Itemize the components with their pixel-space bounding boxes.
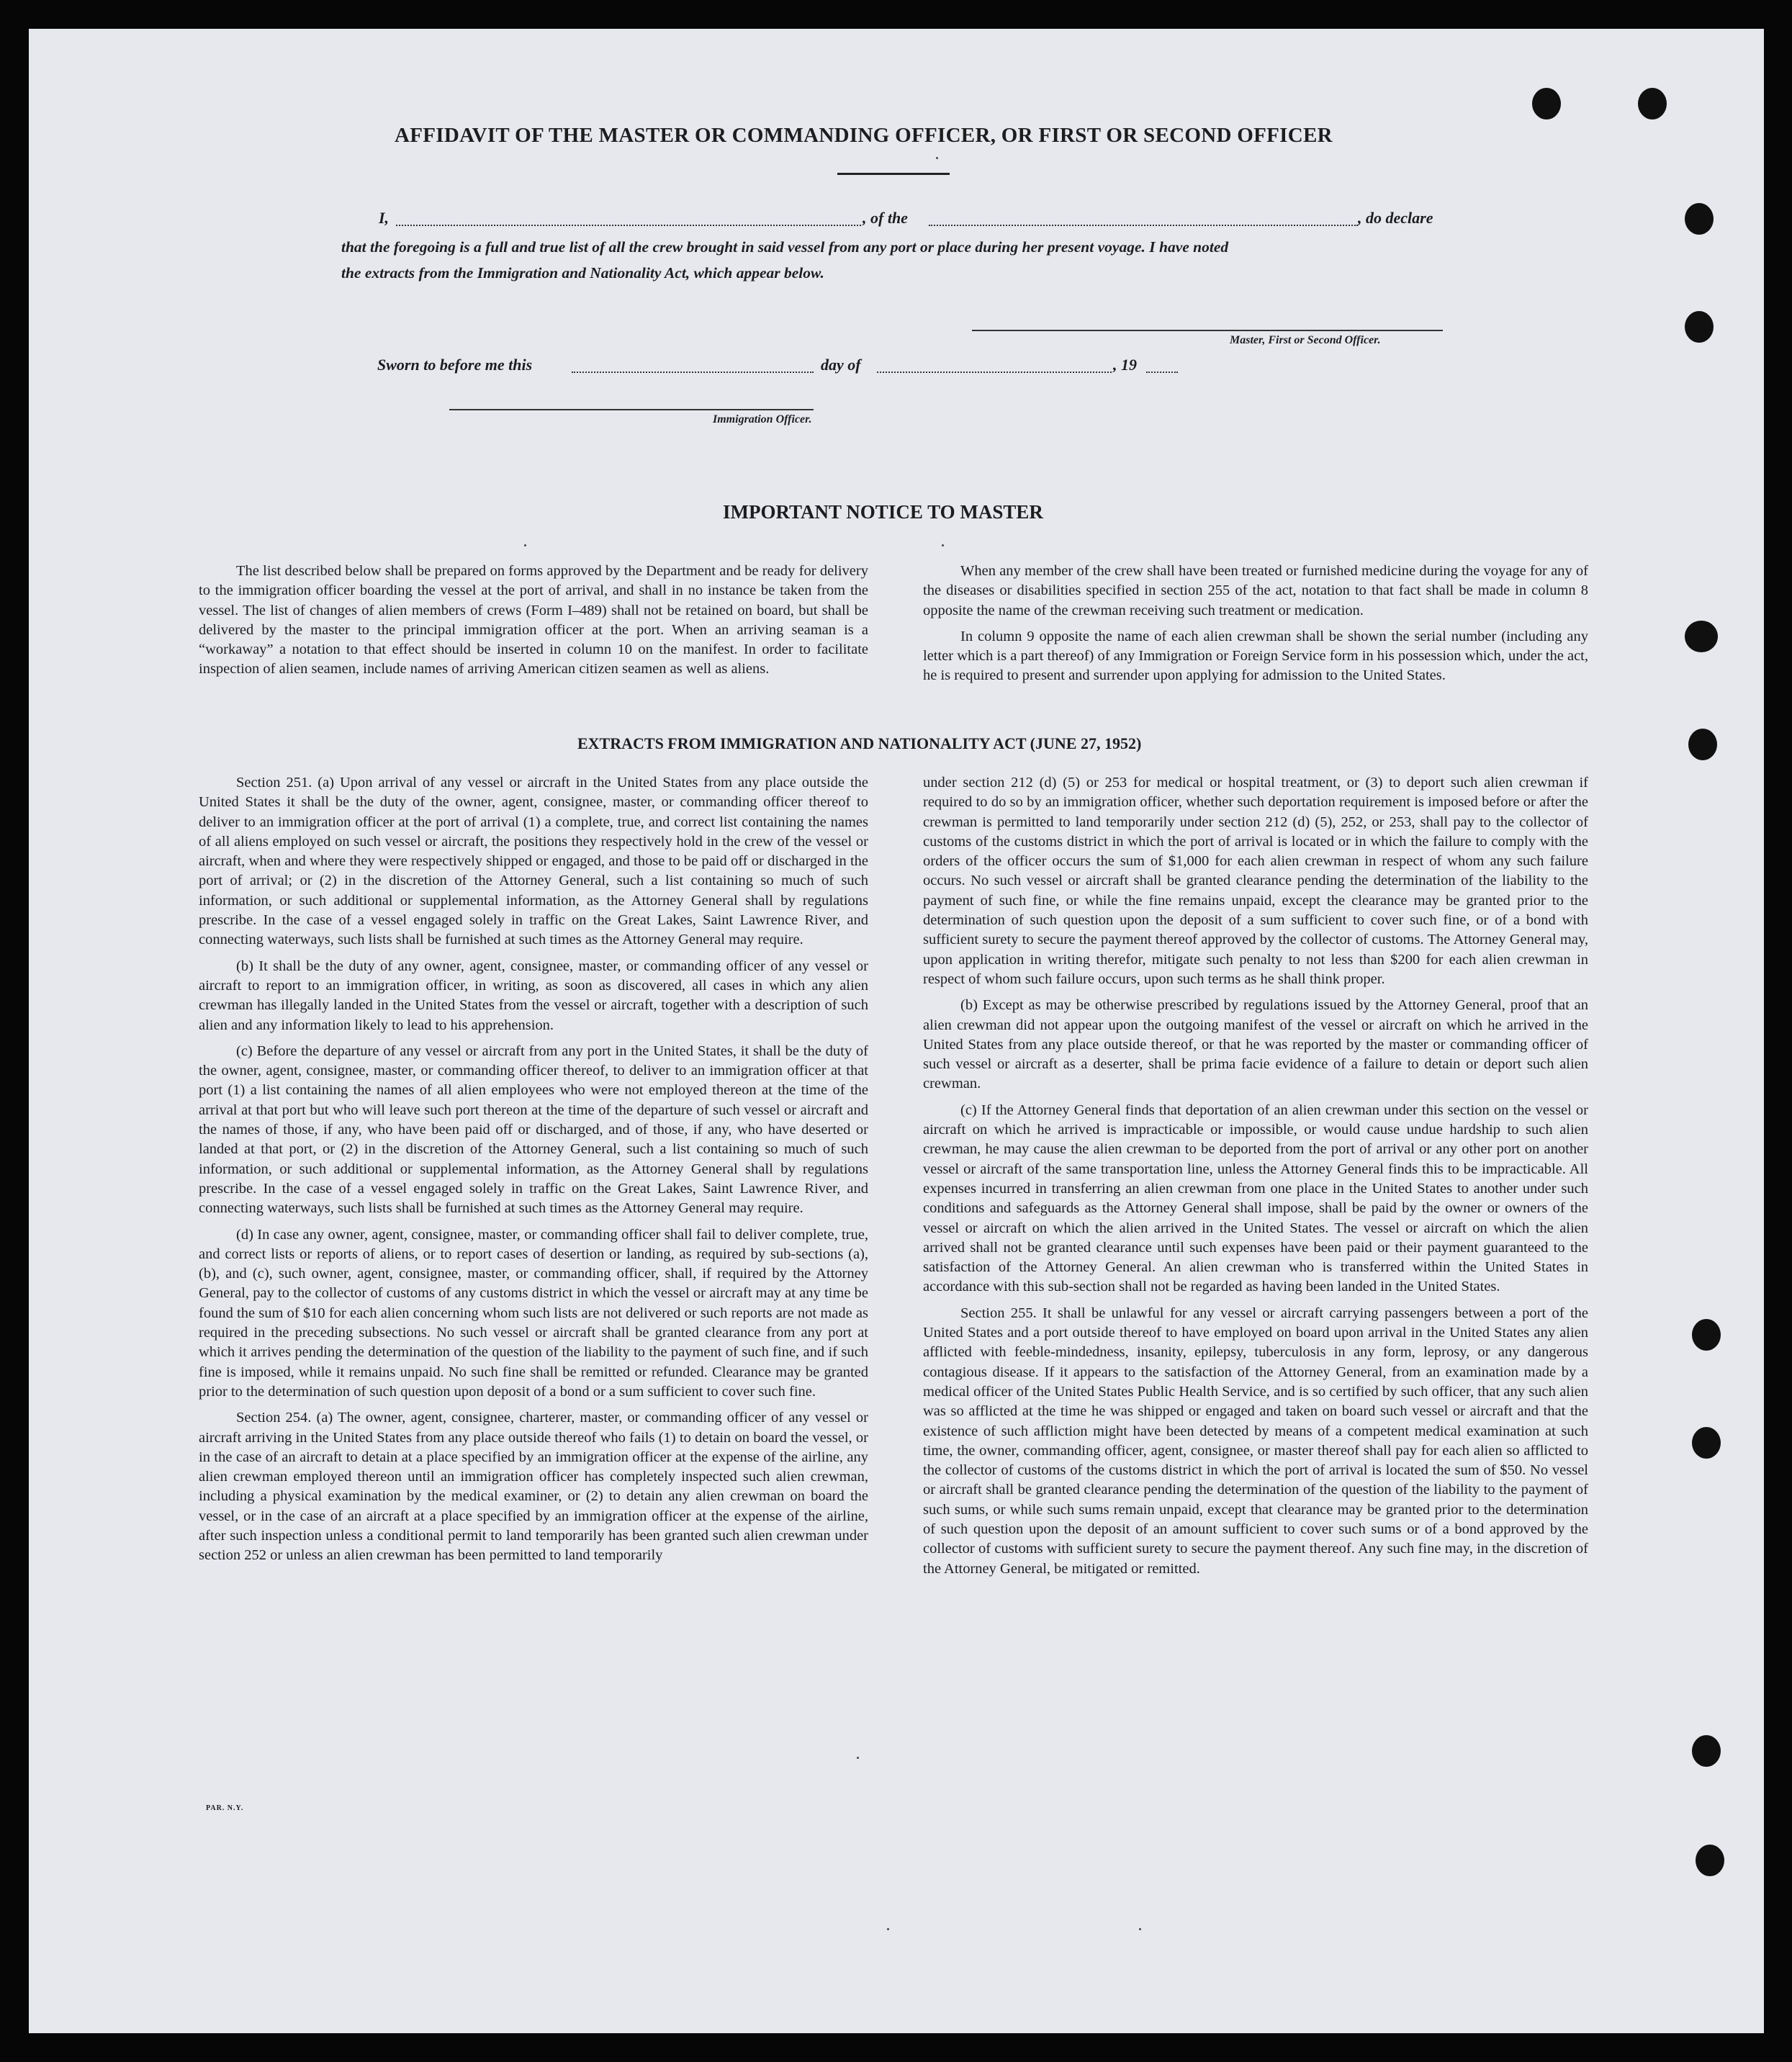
officer-signature-label: Immigration Officer.	[713, 413, 812, 426]
notice-right-column	[923, 562, 1588, 693]
master-signature-line[interactable]	[972, 330, 1443, 331]
affidavit-line-2: that the foregoing is a full and true list of all the crew brought in said vessel from any port or place during her present voyage. I have noted	[341, 238, 1229, 256]
notice-right-paragraph-2: In column 9 opposite the name of each alien crewman shall be shown the serial number (including any letter which is a part thereof) of any Immigration or Foreign Service form in his possession which, under the act, he is required to present and surrender upon applying for admission to the United States.	[923, 628, 1588, 684]
section-254-c: (c) If the Attorney General finds that deportation of an alien crewman under this section on the vessel or aircraft on which he arrived is impracticable or impossible, or would cause undue hardship to such alien crewman, he may cause the alien crewman to be deported from the port of arrival or any other port on another vessel or aircraft of the same transportation line, unless the Attorney General finds this to be impracticable. All expenses incurred in transferring an alien crewman from one place in the United States to another under such conditions and safeguards as the Attorney General shall impose, shall be paid by the owner or owners of the vessel or aircraft on which the alien arrived in the United States. The vessel or aircraft on which the alien arrived shall not be granted clearance until such expenses have been paid or their payment guaranteed to the satisfaction of the Attorney General. An alien crewman who is transferred within the United States in accordance with this sub-section shall not be regarded as having been landed in the United States.	[923, 1102, 1588, 1295]
affidavit-of-the: , of the	[863, 209, 908, 227]
notice-left-column	[199, 562, 868, 686]
name-field[interactable]	[396, 225, 861, 226]
section-251-a: Section 251. (a) Upon arrival of any vessel or aircraft in the United States from any place outside the United States it shall be the duty of the owner, agent, consignee, master, or commanding officer thereof to deliver to an immigration officer at the port of arrival (1) a complete, true, and correct list containing the names of all aliens employed on such vessel or aircraft, the positions they respectively hold in the crew of the vessel or aircraft, when and where they were respectively shipped or engaged, and those to be paid off or discharged in the port of arrival; or (2) in the discretion of the Attorney General, such a list containing so much of such information, or such additional or supplemental information, as the Attorney General shall by regulations prescribe. In the case of a vessel engaged solely in traffic on the Great Lakes, Saint Lawrence River, and connecting waterways, such lists shall be furnished at such times as the Attorney General may require.	[199, 775, 868, 948]
punch-hole	[1692, 1735, 1721, 1767]
paper-speck	[887, 1928, 889, 1930]
section-251-c: (c) Before the departure of any vessel or aircraft from any port in the United States, it shall be the duty of the owner, agent, consignee, master, or commanding officer thereof, to deliver to an immigration officer at that port (1) a list containing the names of all alien employees who were not employed thereon at the time of the arrival at that port but who will leave such port thereon at the time of the departure of such vessel or aircraft and the names of those, if any, who have been paid off or discharged, and of those, if any, who have deserted or landed at that port, or (2) in the discretion of the Attorney General, such a list containing so much of such information, or such additional or supplemental information, as the Attorney General shall by regulations prescribe. In the case of a vessel engaged solely in traffic on the Great Lakes, Saint Lawrence River, and connecting waterways, such lists shall be furnished at such times as the Attorney General may require.	[199, 1043, 868, 1217]
section-251-b: (b) It shall be the duty of any owner, agent, consignee, master, or commanding officer of any vessel or aircraft to report to an immigration officer, in writing, as soon as discovered, all cases in which any alien crewman has illegally landed in the United States from the vessel or aircraft, together with a description of such alien and any information likely to lead to his apprehension.	[199, 958, 868, 1033]
punch-hole	[1685, 311, 1714, 343]
officer-signature-line[interactable]	[449, 409, 814, 410]
sworn-month-field[interactable]	[877, 372, 1112, 373]
section-251-d: (d) In case any owner, agent, consignee, master, or commanding officer shall fail to deliver complete, true, and correct lists or reports of aliens, or to report cases of desertion or landing, as required by sub-sections (a), (b), and (c), such owner, agent, consignee, master, or commanding officer, shall, if required by the Attorney General, pay to the collector of customs of any customs district in which the vessel or aircraft may at any time be found the sum of $10 for each alien concerning whom such lists are not delivered or such reports are not made as required in the preceding subsections. No such vessel or aircraft shall be granted clearance from any port at which it arrives pending the determination of the question of the liability to the payment of such fine, and if such fine is imposed, while it remains unpaid. No such fine shall be remitted or refunded. Clearance may be granted prior to the determination of such question upon deposit of a bond or a sum sufficient to cover such fine.	[199, 1226, 868, 1400]
paper-speck	[936, 157, 938, 159]
sworn-day-field[interactable]	[572, 372, 814, 373]
year-prefix: , 19	[1113, 356, 1137, 374]
notice-right-paragraph-1: When any member of the crew shall have been treated or furnished medicine during the voyage for any of the diseases or disabilities specified in section 255 of the act, notation to that fact shall be made in column 8 opposite the name of the crewman receiving such treatment or medication.	[923, 563, 1588, 618]
printer-mark: PAR. N.Y.	[206, 1804, 244, 1812]
affidavit-line-3: the extracts from the Immigration and Nationality Act, which appear below.	[341, 264, 824, 282]
punch-hole	[1685, 203, 1714, 235]
punch-hole	[1638, 88, 1667, 120]
section-254-b: (b) Except as may be otherwise prescribed by regulations issued by the Attorney General, proof that an alien crewman did not appear upon the outgoing manifest of the vessel or aircraft on which he arrived in the United States from any place outside thereof, or that he was reported by the master or commanding officer of such vessel or aircraft as a deserter, shall be prima facie evidence of a failure to detain or deport such alien crewman.	[923, 997, 1588, 1092]
extracts-right-column	[923, 773, 1588, 1585]
paper-speck	[942, 544, 944, 546]
punch-hole	[1692, 1427, 1721, 1459]
punch-hole	[1696, 1845, 1724, 1876]
affidavit-i-label: I,	[379, 209, 390, 227]
section-254-a-continued: under section 212 (d) (5) or 253 for medical or hospital treatment, or (3) to deport such alien crewman if required to do so by an immigration officer, whether such deportation requirement is imposed before or after the crewman is permitted to land temporarily under section 212 (d) (5), 252, or 253, shall pay to the collector of customs of the customs district in which the port of arrival is located or in which the failure to comply with the orders of the officer occurs the sum of $1,000 for each alien crewman in respect of whom any such failure occurs. No such vessel or aircraft shall be granted clearance pending the determination of the liability to the payment of such fine, or while the fine remains unpaid, except the clearance may be granted prior to the determination of such question upon the deposit of a sum sufficient to cover such fine, or of a bond with sufficient surety to secure the payment thereof approved by the collector of customs. The Attorney General may, upon application in writing therefor, mitigate such penalty to not less than $200 for each alien crewman in respect of whom such failure occurs, upon such terms as he shall think proper.	[923, 775, 1588, 987]
punch-hole	[1688, 729, 1717, 760]
paper-speck	[524, 544, 526, 546]
paper-speck	[857, 1757, 859, 1759]
master-signature-label: Master, First or Second Officer.	[1230, 334, 1381, 346]
punch-hole	[1685, 621, 1718, 652]
section-255: Section 255. It shall be unlawful for any vessel or aircraft carrying passengers between a port of the United States and a port outside thereof to have employed on board upon arrival in the United States any alien afflicted with feeble-mindedness, insanity, epilepsy, tuberculosis in any form, leprosy, or any dangerous contagious disease. If it appears to the satisfaction of the Attorney General, from an examination made by a medical officer of the United States Public Health Service, and is so certified by such officer, that any such alien was so afflicted at the time he was shipped or engaged and taken on board such vessel or aircraft and that the existence of such affliction might have been detected by means of a competent medical examination at such time, the owner, commanding officer, agent, consignee, or master thereof shall pay for each alien so afflicted to the collector of customs of the customs district in which the port of arrival is located the sum of $50. No vessel or aircraft shall be granted clearance pending the determination of the question of the liability to the payment of such sums, or while such sums remain unpaid, except that clearance may be granted prior to the determination of such question upon the deposit of an amount sufficient to cover such sums or of a bond approved by the collector of customs with sufficient surety to secure the payment thereof. Any such fine may, in the discretion of the Attorney General, be mitigated or remitted.	[923, 1305, 1588, 1577]
paper-speck	[1139, 1928, 1141, 1930]
notice-left-paragraph: The list described below shall be prepared on forms approved by the Department and be ready for delivery to the immigration officer boarding the vessel at the port of arrival, and shall in no instance be taken from the vessel. The list of changes of alien members of crews (Form I–489) shall not be retained on board, but shall be delivered by the master to the principal immigration officer at the port. When an arriving seaman is a “workaway” a notation to that effect should be inserted in column 10 on the manifest. In order to facilitate inspection of alien seamen, include names of arriving American citizen seamen as well as aliens.	[199, 563, 868, 677]
sworn-label: Sworn to before me this	[377, 356, 533, 374]
day-of-label: day of	[821, 356, 861, 374]
document-title: AFFIDAVIT OF THE MASTER OR COMMANDING OFFICER, OR FIRST OR SECOND OFFICER	[395, 124, 1333, 147]
notice-heading: IMPORTANT NOTICE TO MASTER	[723, 501, 1043, 523]
sworn-year-field[interactable]	[1146, 372, 1178, 373]
section-254-a: Section 254. (a) The owner, agent, consignee, charterer, master, or commanding officer of any vessel or aircraft arriving in the United States from any place outside thereof who fails (1) to detain on board the vessel, or in the case of an aircraft to detain at a place specified by an immigration officer at the expense of the airline, any alien crewman employed thereon until an immigration officer has completely inspected such alien crewman, including a physical examination by the medical examiner, or (2) to detain any alien crewman on board the vessel, or in the case of an aircraft at a place specified by an immigration officer at the expense of the airline, after such inspection unless a conditional permit to land temporarily has been granted such alien crewman under section 252 or unless an alien crewman has been permitted to land temporarily	[199, 1410, 868, 1564]
affidavit-do-declare: , do declare	[1358, 209, 1433, 227]
punch-hole	[1532, 88, 1561, 120]
title-rule	[837, 173, 950, 175]
vessel-field[interactable]	[929, 225, 1358, 226]
extracts-left-column	[199, 773, 868, 1572]
extracts-heading: EXTRACTS FROM IMMIGRATION AND NATIONALITY ACT (JUNE 27, 1952)	[577, 734, 1142, 752]
punch-hole	[1692, 1319, 1721, 1351]
